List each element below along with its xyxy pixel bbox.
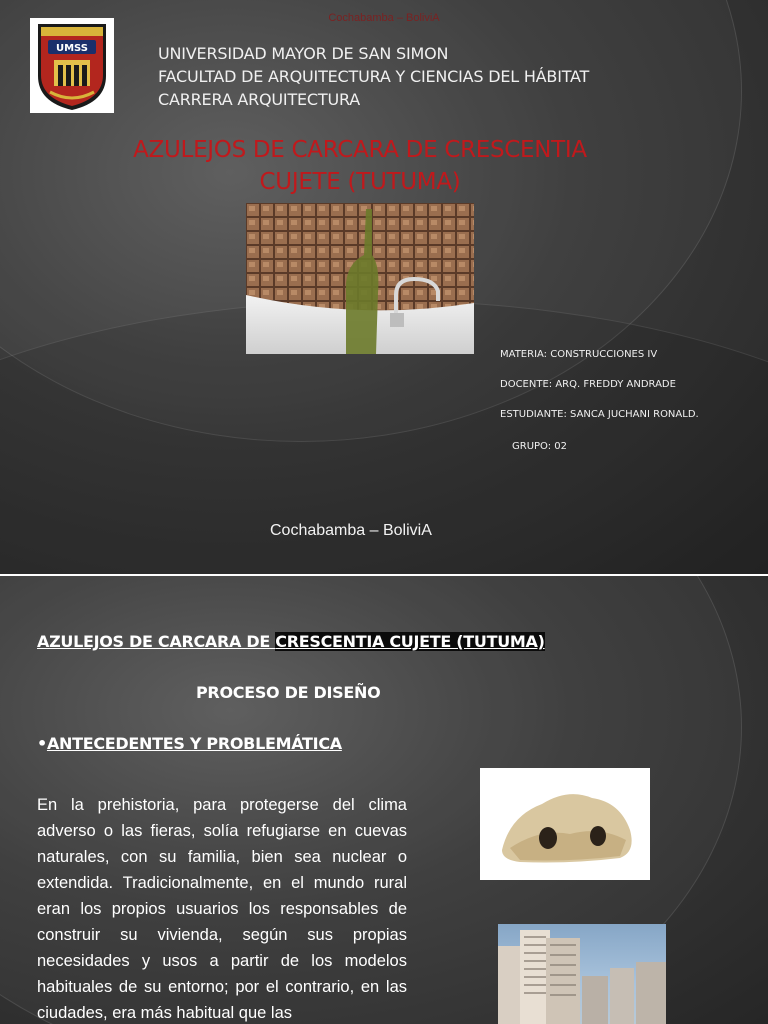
- teacher-label: DOCENTE: ARQ. FREDDY ANDRADE: [500, 379, 676, 390]
- umss-logo: [30, 18, 114, 113]
- gourd-shell-photo: [480, 768, 650, 880]
- presentation-title: [60, 134, 660, 198]
- slide-title-part-1: AZULEJOS DE CARCARA DE: [37, 632, 276, 651]
- faculty-name: FACULTAD DE ARQUITECTURA Y CIENCIAS DEL HÁBITAT: [158, 67, 590, 86]
- university-name: UNIVERSIDAD MAYOR DE SAN SIMON: [158, 44, 449, 63]
- student-label: ESTUDIANTE: SANCA JUCHANI RONALD.: [500, 409, 699, 420]
- body-paragraph: En la prehistoria, para protegerse del clima adverso o las fieras, solía refugiarse en cuevas naturales, con su familia, bien sea nuclear o extendida. Tradicionalmente, en el mundo rural eran los propios usuarios los responsables de construir su vivienda, según sus propias necesidades y usos a partir de los modelos habituales de su entorno; por el contrario, en las ciudades, era más habitual que las: [37, 796, 407, 1022]
- slide-title-part-2: CRESCENTIA CUJETE (TUTUMA): [275, 632, 545, 651]
- footer-city: Cochabamba – BoliviA: [270, 522, 432, 539]
- slide-title: [37, 632, 545, 651]
- bullet-mark: •: [37, 734, 47, 753]
- bullet-heading: [37, 734, 342, 753]
- subject-label: MATERIA: CONSTRUCCIONES IV: [500, 349, 658, 360]
- buildings-photo: [498, 924, 666, 1024]
- title-line-2: CUJETE (TUTUMA): [259, 169, 461, 195]
- bullet-heading-text: ANTECEDENTES Y PROBLEMÁTICA: [46, 734, 342, 753]
- title-line-1: AZULEJOS DE CARCARA DE CRESCENTIA: [133, 137, 587, 163]
- tile-wall-photo: [246, 203, 474, 354]
- top-caption: Cochabamba – BoliviA: [328, 12, 440, 24]
- career-name: CARRERA ARQUITECTURA: [158, 90, 361, 109]
- section-subtitle: PROCESO DE DISEÑO: [196, 683, 381, 702]
- group-label: GRUPO: 02: [512, 441, 568, 452]
- content-slide: [0, 576, 768, 1024]
- university-heading: [158, 42, 589, 111]
- umss-shield-icon: [30, 18, 114, 113]
- logo-text: UMSS: [55, 43, 89, 54]
